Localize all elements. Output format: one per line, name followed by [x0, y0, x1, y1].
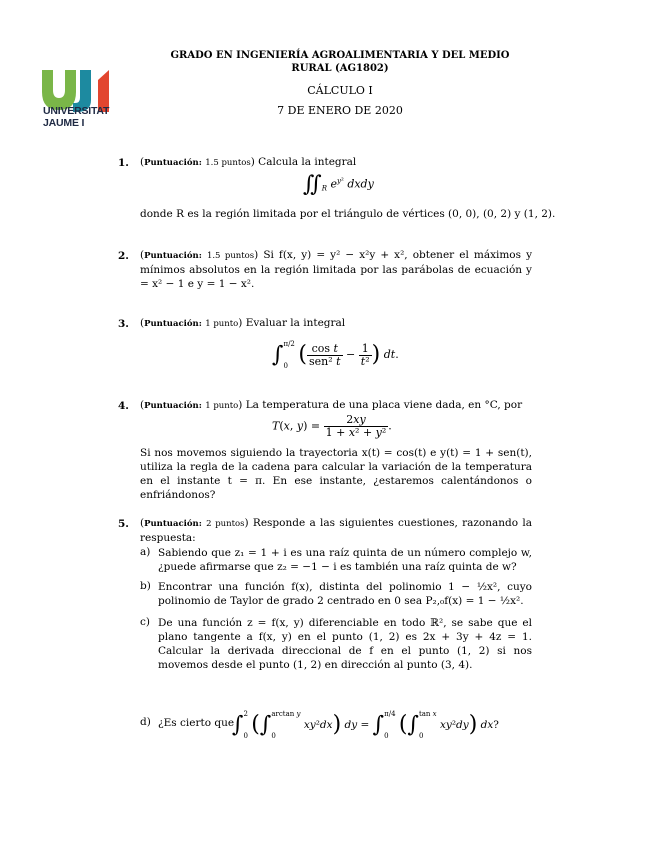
q4-header: (Puntuación: 1 punto) La temperatura de una placa viene dada, en °C, por: [140, 399, 523, 411]
q1-after: donde R es la región limitada por el triángulo de vértices (0, 0), (0, 2) y (1, 2).: [140, 208, 556, 220]
title-line-2: RURAL (AG1802): [291, 63, 389, 74]
q5b-label: b): [140, 580, 151, 592]
logo-line2: JAUME I: [43, 117, 85, 129]
q2-text: (Puntuación: 1.5 puntos) Si f(x, y) = y² − x²y + x², obtener el máximos y mínimos absolutos en la región limitada por las parábolas de ecuación y = x² − 1 e y = 1 − x².: [140, 249, 533, 290]
q5d-label: d): [140, 716, 151, 728]
q5b-text: Encontrar una función f(x), distinta del polinomio 1 − ½x², cuyo polinomio de Taylor de grado 2 centrado en 0 sea P₂,₀f(x) = 1 − ½x².: [158, 581, 532, 607]
q5c-label: c): [140, 616, 150, 628]
q4-number: 4.: [118, 400, 129, 412]
title-line-1: GRADO EN INGENIERÍA AGROALIMENTARIA Y DEL MEDIO: [170, 50, 510, 61]
exam-title: [140, 49, 540, 75]
q4-after: Si nos movemos siguiendo la trayectoria x(t) = cos(t) e y(t) = 1 + sen(t), utiliza la regla de la cadena para calcular la variación de la temperatura en el instante t = π. En ese instante, ¿estaremos calentándonos o enfriándonos?: [140, 447, 532, 501]
q5-number: 5.: [118, 518, 129, 530]
q5-header: (Puntuación: 2 puntos) Responde a las siguientes cuestiones, razonando la respuesta:: [140, 517, 532, 544]
q3-formula: ∫ π/2 0 ( $\frac{\text{cos t}}{\text{sen² t}}$ − $\frac{1}{\text{t²}}$ ) dt.: [272, 340, 399, 370]
q1-header: (Puntuación: 1.5 puntos) Calcula la integral: [140, 156, 357, 168]
q5d-text: ¿Es cierto que: [158, 717, 235, 729]
q5a-label: a): [140, 546, 151, 558]
logo-line1: UNIVERSITAT: [43, 105, 110, 117]
exam-date: 7 DE ENERO DE 2020: [277, 104, 403, 117]
q1-formula: $∬_R$ $e^{y^2}$ dxdy: [303, 172, 374, 197]
q1-number: 1.: [118, 157, 129, 169]
q3-header: (Puntuación: 1 punto) Evaluar la integral: [140, 317, 346, 329]
q5d-formula: ∫ 2 0 (∫ arctan y 0 xy²dx) dy = ∫ π/4 0 (∫ tan x 0 xy²dy) dx?: [232, 710, 499, 740]
q2-number: 2.: [118, 250, 129, 262]
subject: CÁLCULO I: [307, 84, 373, 97]
q5c-text: De una función z = f(x, y) diferenciable en todo ℝ², se sabe que el plano tangente a f(x, y) en el punto (1, 2) es 2x + 3y + 4z = 1. Calcular la derivada direccional de f en el punto (1, 2) si nos movemos desde el punto (1, 2) en dirección al punto (3, 4).: [158, 617, 532, 671]
q5a-text: Sabiendo que z₁ = 1 + i es una raíz quinta de un número complejo w, ¿puede afirmarse que z₂ = −1 − i es también una raíz quinta de w?: [158, 547, 532, 573]
q3-number: 3.: [118, 318, 129, 330]
q4-formula: T(x, y) = $\frac{2xy}{\text{1 + x² + y²}}$ .: [272, 413, 392, 439]
